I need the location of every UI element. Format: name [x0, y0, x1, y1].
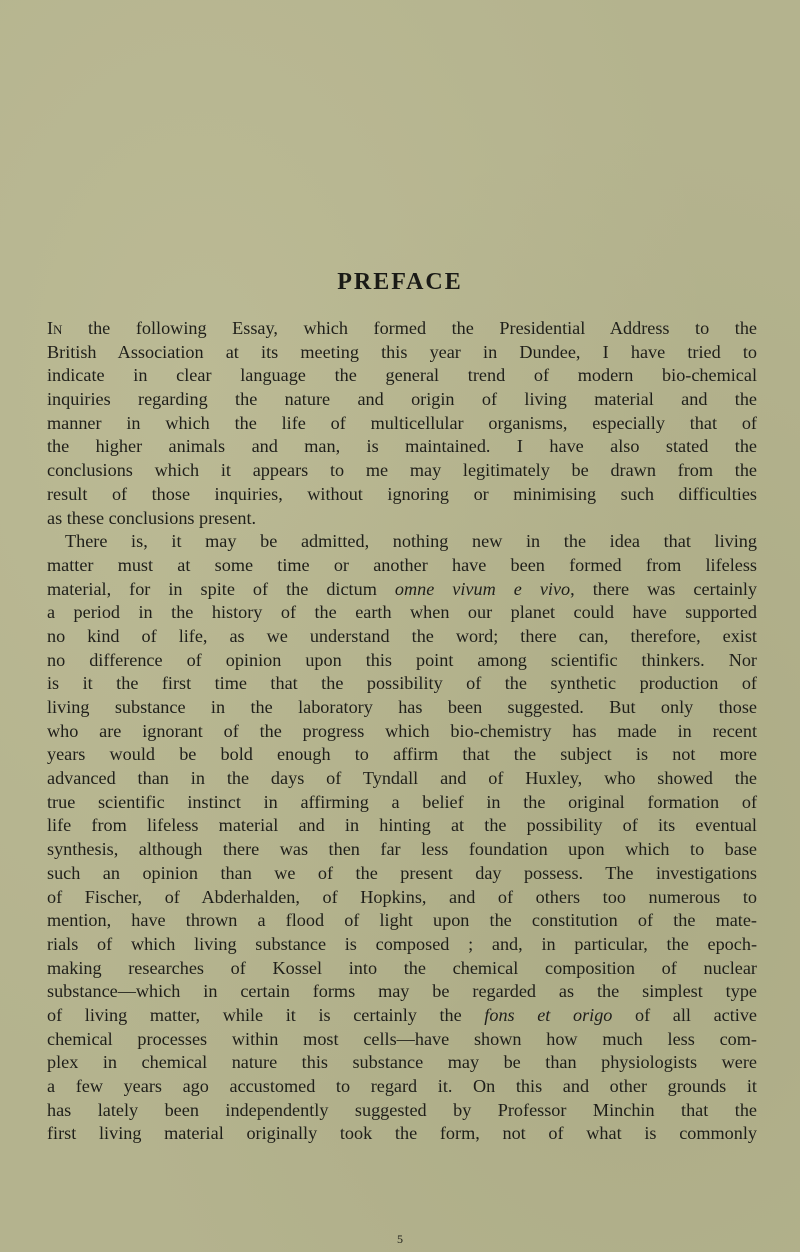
text-line: a few years ago accustomed to regard it. On this and other grounds it: [47, 1076, 757, 1096]
text-line: synthesis, although there was then far less foundation upon which to base: [47, 839, 757, 860]
text-line: rials of which living substance is composed ; and, in particular, the epoch-: [47, 933, 757, 954]
text-line: the higher animals and man, is maintained. I have also stated the: [47, 436, 757, 457]
text-line: of Fischer, of Abderhalden, of Hopkins, and of others too numerous to: [47, 886, 757, 907]
text-line: In the following Essay, which formed the Presidential Address to the: [47, 318, 757, 338]
text-line: life from lifeless material and in hinting at the possibility of its eventual: [47, 815, 757, 836]
text-line: There is, it may be admitted, nothing new in the idea that living: [65, 531, 757, 552]
text-line: living substance in the laboratory has been suggested. But only those: [47, 697, 757, 717]
text-line: indicate in clear language the general trend of modern bio-chemical: [47, 365, 757, 386]
text-line: as these conclusions present.: [47, 507, 257, 528]
text-line: advanced than in the days of Tyndall and of Huxley, who showed the: [47, 768, 757, 789]
preface-body: [47, 317, 757, 1146]
text-line: inquiries regarding the nature and origin of living material and the: [47, 389, 757, 410]
page-number: 5: [397, 1232, 403, 1246]
text-line: mention, have thrown a flood of light upon the constitution of the mate-: [47, 910, 757, 931]
text-line: conclusions which it appears to me may legitimately be drawn from the: [47, 460, 757, 481]
text-line: true scientific instinct in affirming a belief in the original formation of: [47, 791, 757, 812]
text-line: no kind of life, as we understand the word; there can, therefore, exist: [47, 625, 757, 646]
text-line: has lately been independently suggested by Professor Minchin that the: [47, 1099, 757, 1120]
text-line: manner in which the life of multicellular organisms, especially that of: [47, 412, 757, 433]
text-line: matter must at some time or another have been formed from lifeless: [47, 554, 757, 575]
page-title: PREFACE: [337, 269, 463, 295]
text-line: of living matter, while it is certainly the fons et origo of all active: [47, 1004, 757, 1025]
text-line: first living material originally took the form, not of what is commonly: [47, 1123, 757, 1144]
text-line: such an opinion than we of the present day possess. The investigations: [47, 862, 757, 883]
text-line: result of those inquiries, without ignoring or minimising such difficulties: [47, 483, 757, 504]
text-line: making researches of Kossel into the chemical composition of nuclear: [47, 957, 757, 978]
small-caps-word: In: [47, 318, 63, 338]
italic-phrase: omne vivum e vivo: [394, 578, 571, 599]
text-line: plex in chemical nature this substance may be than physiologists were: [47, 1052, 757, 1073]
text-line: is it the first time that the possibility of the synthetic production of: [47, 673, 757, 694]
text-line: material, for in spite of the dictum omne vivum e vivo, there was certainly: [47, 578, 757, 599]
italic-phrase: fons et origo: [484, 1004, 613, 1025]
text-line: no difference of opinion upon this point among scientific thinkers. Nor: [47, 649, 757, 670]
text-line: who are ignorant of the progress which bio-chemistry has made in recent: [47, 720, 757, 741]
text-line: years would be bold enough to affirm that the subject is not more: [47, 744, 757, 765]
text-line: substance—which in certain forms may be regarded as the simplest type: [47, 981, 757, 1002]
text-line: chemical processes within most cells—have shown how much less com-: [47, 1028, 757, 1049]
text-line: a period in the history of the earth when our planet could have supported: [47, 602, 757, 623]
text-line: British Association at its meeting this year in Dundee, I have tried to: [47, 341, 757, 362]
